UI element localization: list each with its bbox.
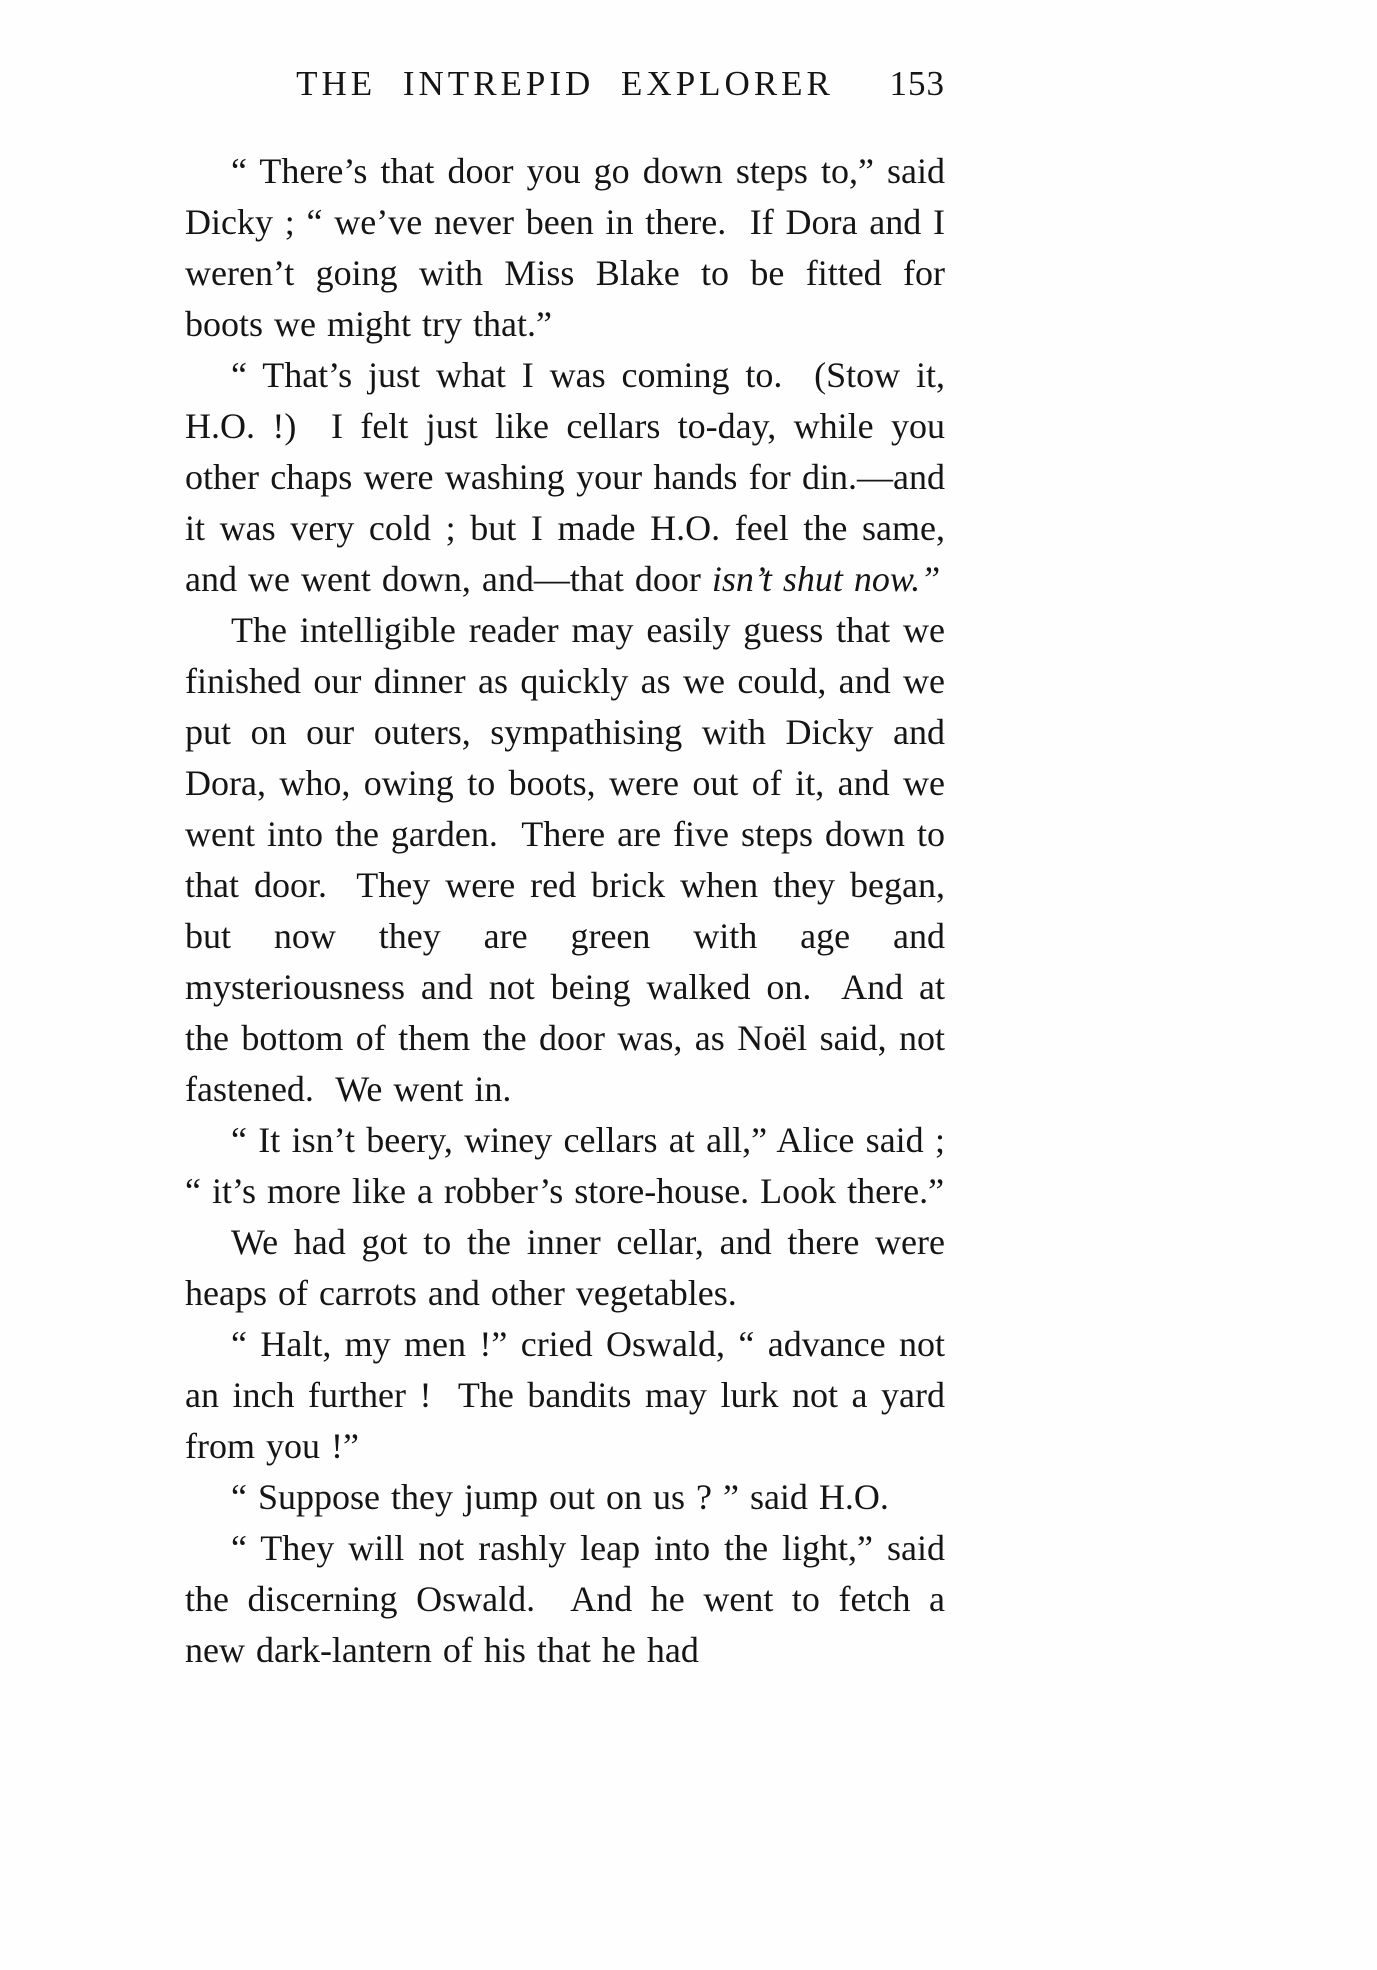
page-number: 153 — [889, 64, 945, 103]
paragraph-text: “ Suppose they jump out on us ? ” said H.O. — [231, 1477, 889, 1517]
paragraph — [185, 1115, 956, 1217]
paragraph — [185, 1523, 956, 1676]
paragraph-text: The intelligible reader may easily guess that we finished our dinner as quickly as we could, and we put on our outers, sympathising with Dicky and Dora, who, owing to boots, were out of it, and we went into the garden. There are five steps down to that door. They were red brick when they began, but now they are green with age and mysteriousness and not being walked on. And at the bottom of them the door was, as Noël said, not fastened. We went in. — [185, 610, 956, 1109]
text-block — [185, 64, 956, 1676]
paragraph — [185, 1472, 945, 1523]
body-text — [185, 146, 956, 1676]
paragraph-text: “ That’s just what I was coming to. (Stow it, H.O. !) I felt just like cellars to-day, while you other chaps were washing your hands for din.—and it was very cold ; but I made H.O. feel the same, and we went down, and—that door — [185, 355, 956, 599]
paragraph — [185, 146, 956, 350]
paragraph — [185, 1217, 956, 1319]
paragraph — [185, 605, 956, 1115]
page-header-title: THE INTREPID EXPLORER — [296, 64, 834, 103]
paragraph-text: “ Halt, my men !” cried Oswald, “ advance not an inch further ! The bandits may lurk not a yard from you !” — [185, 1324, 956, 1466]
paragraph — [185, 1319, 956, 1472]
running-head — [185, 64, 945, 104]
paragraph-text-italic: isn’t shut now.” — [711, 559, 941, 599]
paragraph-text: “ It isn’t beery, winey cellars at all,” Alice said ; “ it’s more like a robber’s store-house. Look there.” — [185, 1120, 956, 1211]
paragraph-text: We had got to the inner cellar, and there were heaps of carrots and other vegetables. — [185, 1222, 956, 1313]
paragraph — [185, 350, 956, 605]
paragraph-text: “ There’s that door you go down steps to,” said Dicky ; “ we’ve never been in there. If Dora and I weren’t going with Miss Blake to be fitted for boots we might try that.” — [185, 151, 956, 344]
paragraph-text: “ They will not rashly leap into the light,” said the discerning Oswald. And he went to fetch a new dark-lantern of his that he had — [185, 1528, 956, 1670]
